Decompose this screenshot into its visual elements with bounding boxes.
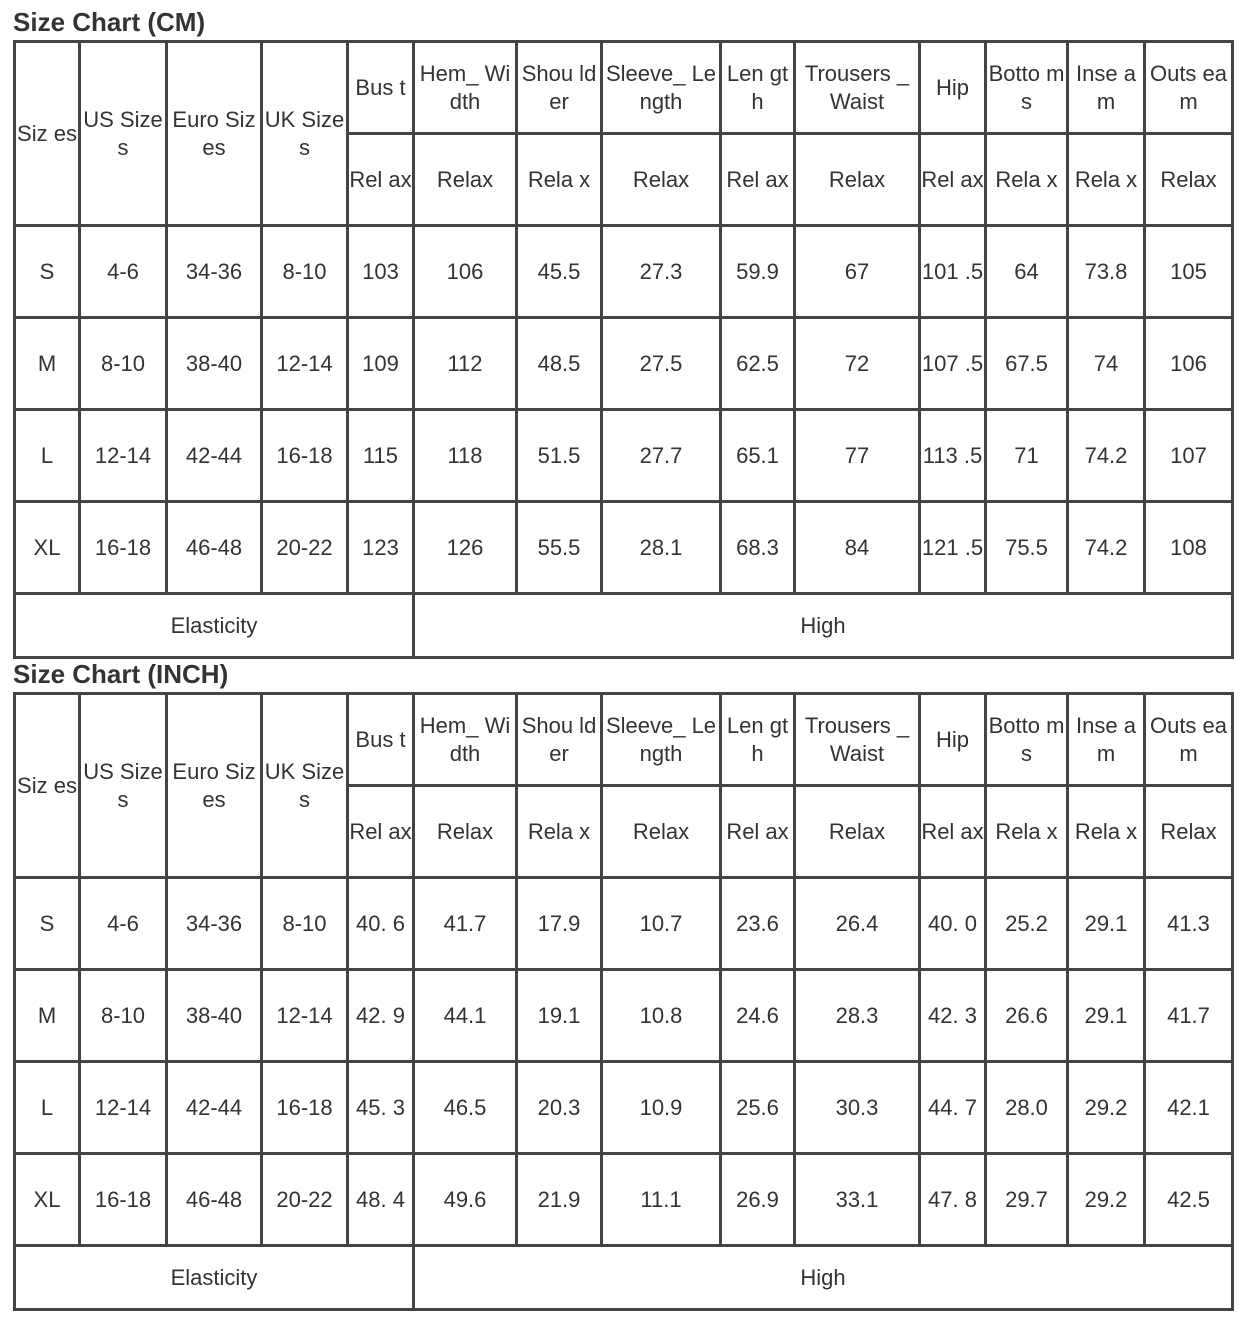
cm-table-row bbox=[16, 227, 1234, 319]
inch-fit-bottoms: Rela x bbox=[987, 787, 1069, 879]
cm-col-header-us: US Sizes bbox=[81, 43, 168, 227]
cm-col-header-hem-width: Hem_ Width bbox=[415, 43, 518, 135]
cm-cell-inseam: 74 bbox=[1069, 319, 1146, 411]
inch-table-row bbox=[16, 1063, 1234, 1155]
inch-cell-shoulder: 21.9 bbox=[518, 1155, 603, 1247]
inch-cell-uk: 20-22 bbox=[263, 1155, 349, 1247]
inch-cell-outseam: 42.1 bbox=[1146, 1063, 1234, 1155]
inch-cell-hip: 42. 3 bbox=[921, 971, 987, 1063]
cm-cell-length: 59.9 bbox=[722, 227, 796, 319]
cm-fit-shoulder: Rela x bbox=[518, 135, 603, 227]
cm-cell-us: 12-14 bbox=[81, 411, 168, 503]
inch-col-header-bottoms: Botto ms bbox=[987, 695, 1069, 787]
cm-table-row bbox=[16, 319, 1234, 411]
inch-fit-inseam: Rela x bbox=[1069, 787, 1146, 879]
inch-elasticity-value: High bbox=[415, 1247, 1234, 1311]
cm-cell-hip: 101 .5 bbox=[921, 227, 987, 319]
inch-cell-outseam: 41.3 bbox=[1146, 879, 1234, 971]
inch-cell-us: 4-6 bbox=[81, 879, 168, 971]
inch-col-header-outseam: Outs eam bbox=[1146, 695, 1234, 787]
cm-cell-uk: 20-22 bbox=[263, 503, 349, 595]
inch-col-header-bust: Bus t bbox=[349, 695, 415, 787]
inch-cell-inseam: 29.1 bbox=[1069, 879, 1146, 971]
inch-fit-length: Rel ax bbox=[722, 787, 796, 879]
inch-col-header-euro: Euro Sizes bbox=[168, 695, 263, 879]
inch-col-header-length: Len gth bbox=[722, 695, 796, 787]
cm-cell-length: 68.3 bbox=[722, 503, 796, 595]
inch-elasticity-row bbox=[16, 1247, 1234, 1311]
inch-cell-size: S bbox=[16, 879, 81, 971]
inch-cell-sleeve-length: 10.8 bbox=[603, 971, 722, 1063]
inch-cell-bust: 48. 4 bbox=[349, 1155, 415, 1247]
inch-cell-hip: 44. 7 bbox=[921, 1063, 987, 1155]
cm-cell-trousers-waist: 77 bbox=[796, 411, 921, 503]
inch-cell-inseam: 29.2 bbox=[1069, 1155, 1146, 1247]
inch-fit-sleeve-length: Relax bbox=[603, 787, 722, 879]
cm-col-header-sleeve-length: Sleeve_ Length bbox=[603, 43, 722, 135]
cm-cell-uk: 8-10 bbox=[263, 227, 349, 319]
inch-fit-bust: Rel ax bbox=[349, 787, 415, 879]
cm-col-header-euro: Euro Sizes bbox=[168, 43, 263, 227]
cm-cell-hip: 107 .5 bbox=[921, 319, 987, 411]
inch-col-header-trousers-waist: Trousers _Waist bbox=[796, 695, 921, 787]
cm-col-header-hip: Hip bbox=[921, 43, 987, 135]
cm-cell-bottoms: 67.5 bbox=[987, 319, 1069, 411]
cm-cell-trousers-waist: 72 bbox=[796, 319, 921, 411]
cm-fit-sleeve-length: Relax bbox=[603, 135, 722, 227]
cm-elasticity-value: High bbox=[415, 595, 1234, 659]
cm-fit-outseam: Relax bbox=[1146, 135, 1234, 227]
inch-cell-bust: 40. 6 bbox=[349, 879, 415, 971]
cm-cell-uk: 12-14 bbox=[263, 319, 349, 411]
cm-table-row bbox=[16, 411, 1234, 503]
inch-cell-uk: 8-10 bbox=[263, 879, 349, 971]
cm-cell-inseam: 74.2 bbox=[1069, 503, 1146, 595]
inch-cell-size: L bbox=[16, 1063, 81, 1155]
inch-col-header-shoulder: Shou lder bbox=[518, 695, 603, 787]
cm-fit-hem-width: Relax bbox=[415, 135, 518, 227]
inch-col-header-us: US Sizes bbox=[81, 695, 168, 879]
inch-cell-length: 26.9 bbox=[722, 1155, 796, 1247]
cm-cell-hem-width: 126 bbox=[415, 503, 518, 595]
cm-cell-shoulder: 48.5 bbox=[518, 319, 603, 411]
inch-cell-sleeve-length: 11.1 bbox=[603, 1155, 722, 1247]
cm-cell-length: 65.1 bbox=[722, 411, 796, 503]
cm-cell-shoulder: 55.5 bbox=[518, 503, 603, 595]
cm-cell-inseam: 73.8 bbox=[1069, 227, 1146, 319]
cm-table-row bbox=[16, 503, 1234, 595]
inch-cell-hem-width: 44.1 bbox=[415, 971, 518, 1063]
cm-cell-bust: 109 bbox=[349, 319, 415, 411]
inch-cell-length: 25.6 bbox=[722, 1063, 796, 1155]
cm-cell-euro: 46-48 bbox=[168, 503, 263, 595]
cm-cell-shoulder: 45.5 bbox=[518, 227, 603, 319]
inch-cell-trousers-waist: 26.4 bbox=[796, 879, 921, 971]
inch-cell-euro: 34-36 bbox=[168, 879, 263, 971]
cm-cell-euro: 34-36 bbox=[168, 227, 263, 319]
cm-cell-uk: 16-18 bbox=[263, 411, 349, 503]
cm-fit-inseam: Rela x bbox=[1069, 135, 1146, 227]
inch-cell-sleeve-length: 10.7 bbox=[603, 879, 722, 971]
cm-cell-bottoms: 75.5 bbox=[987, 503, 1069, 595]
inch-cell-hem-width: 41.7 bbox=[415, 879, 518, 971]
inch-cell-hip: 40. 0 bbox=[921, 879, 987, 971]
cm-cell-outseam: 107 bbox=[1146, 411, 1234, 503]
cm-header-row bbox=[16, 43, 1234, 135]
cm-cell-euro: 42-44 bbox=[168, 411, 263, 503]
inch-col-header-hem-width: Hem_ Width bbox=[415, 695, 518, 787]
inch-elasticity-label: Elasticity bbox=[16, 1247, 415, 1311]
cm-cell-size: S bbox=[16, 227, 81, 319]
inch-cell-bottoms: 28.0 bbox=[987, 1063, 1069, 1155]
inch-cell-length: 24.6 bbox=[722, 971, 796, 1063]
cm-cell-size: L bbox=[16, 411, 81, 503]
cm-cell-trousers-waist: 84 bbox=[796, 503, 921, 595]
cm-cell-us: 16-18 bbox=[81, 503, 168, 595]
inch-cell-euro: 38-40 bbox=[168, 971, 263, 1063]
inch-col-header-hip: Hip bbox=[921, 695, 987, 787]
size-chart-cm-title: Size Chart (CM) bbox=[13, 7, 206, 37]
inch-cell-shoulder: 17.9 bbox=[518, 879, 603, 971]
inch-cell-inseam: 29.2 bbox=[1069, 1063, 1146, 1155]
cm-cell-outseam: 105 bbox=[1146, 227, 1234, 319]
cm-fit-bottoms: Rela x bbox=[987, 135, 1069, 227]
inch-col-header-sleeve-length: Sleeve_ Length bbox=[603, 695, 722, 787]
inch-cell-bottoms: 26.6 bbox=[987, 971, 1069, 1063]
inch-fit-outseam: Relax bbox=[1146, 787, 1234, 879]
inch-table-row bbox=[16, 971, 1234, 1063]
cm-cell-hip: 121 .5 bbox=[921, 503, 987, 595]
cm-cell-sleeve-length: 27.3 bbox=[603, 227, 722, 319]
inch-header-row bbox=[16, 695, 1234, 787]
inch-cell-uk: 16-18 bbox=[263, 1063, 349, 1155]
cm-fit-trousers-waist: Relax bbox=[796, 135, 921, 227]
cm-cell-us: 8-10 bbox=[81, 319, 168, 411]
cm-cell-hem-width: 112 bbox=[415, 319, 518, 411]
cm-cell-trousers-waist: 67 bbox=[796, 227, 921, 319]
cm-col-header-length: Len gth bbox=[722, 43, 796, 135]
cm-cell-outseam: 108 bbox=[1146, 503, 1234, 595]
cm-elasticity-label: Elasticity bbox=[16, 595, 415, 659]
inch-cell-uk: 12-14 bbox=[263, 971, 349, 1063]
inch-cell-size: M bbox=[16, 971, 81, 1063]
inch-cell-hip: 47. 8 bbox=[921, 1155, 987, 1247]
cm-cell-outseam: 106 bbox=[1146, 319, 1234, 411]
inch-cell-length: 23.6 bbox=[722, 879, 796, 971]
inch-cell-hem-width: 49.6 bbox=[415, 1155, 518, 1247]
inch-col-header-uk: UK Sizes bbox=[263, 695, 349, 879]
inch-cell-euro: 46-48 bbox=[168, 1155, 263, 1247]
inch-fit-shoulder: Rela x bbox=[518, 787, 603, 879]
cm-cell-bottoms: 71 bbox=[987, 411, 1069, 503]
inch-cell-outseam: 42.5 bbox=[1146, 1155, 1234, 1247]
inch-fit-hip: Rel ax bbox=[921, 787, 987, 879]
cm-col-header-uk: UK Sizes bbox=[263, 43, 349, 227]
cm-col-header-bottoms: Botto ms bbox=[987, 43, 1069, 135]
cm-cell-hem-width: 118 bbox=[415, 411, 518, 503]
inch-cell-shoulder: 20.3 bbox=[518, 1063, 603, 1155]
cm-cell-bottoms: 64 bbox=[987, 227, 1069, 319]
cm-col-header-shoulder: Shou lder bbox=[518, 43, 603, 135]
cm-cell-size: XL bbox=[16, 503, 81, 595]
size-chart-inch-title: Size Chart (INCH) bbox=[13, 659, 229, 689]
inch-cell-hem-width: 46.5 bbox=[415, 1063, 518, 1155]
cm-cell-bust: 115 bbox=[349, 411, 415, 503]
inch-cell-bust: 42. 9 bbox=[349, 971, 415, 1063]
inch-cell-shoulder: 19.1 bbox=[518, 971, 603, 1063]
inch-cell-euro: 42-44 bbox=[168, 1063, 263, 1155]
inch-fit-trousers-waist: Relax bbox=[796, 787, 921, 879]
cm-cell-size: M bbox=[16, 319, 81, 411]
cm-fit-hip: Rel ax bbox=[921, 135, 987, 227]
inch-col-header-sizes: Siz es bbox=[16, 695, 81, 879]
inch-cell-us: 8-10 bbox=[81, 971, 168, 1063]
cm-cell-euro: 38-40 bbox=[168, 319, 263, 411]
inch-fit-hem-width: Relax bbox=[415, 787, 518, 879]
cm-cell-hem-width: 106 bbox=[415, 227, 518, 319]
inch-cell-sleeve-length: 10.9 bbox=[603, 1063, 722, 1155]
cm-cell-inseam: 74.2 bbox=[1069, 411, 1146, 503]
inch-cell-bottoms: 29.7 bbox=[987, 1155, 1069, 1247]
cm-col-header-bust: Bus t bbox=[349, 43, 415, 135]
cm-cell-sleeve-length: 28.1 bbox=[603, 503, 722, 595]
inch-cell-trousers-waist: 30.3 bbox=[796, 1063, 921, 1155]
cm-fit-bust: Rel ax bbox=[349, 135, 415, 227]
cm-fit-length: Rel ax bbox=[722, 135, 796, 227]
inch-cell-bottoms: 25.2 bbox=[987, 879, 1069, 971]
cm-col-header-trousers-waist: Trousers _Waist bbox=[796, 43, 921, 135]
cm-elasticity-row bbox=[16, 595, 1234, 659]
cm-cell-sleeve-length: 27.7 bbox=[603, 411, 722, 503]
cm-col-header-sizes: Siz es bbox=[16, 43, 81, 227]
inch-cell-trousers-waist: 28.3 bbox=[796, 971, 921, 1063]
inch-cell-trousers-waist: 33.1 bbox=[796, 1155, 921, 1247]
cm-cell-length: 62.5 bbox=[722, 319, 796, 411]
inch-table-row bbox=[16, 1155, 1234, 1247]
inch-cell-bust: 45. 3 bbox=[349, 1063, 415, 1155]
cm-cell-us: 4-6 bbox=[81, 227, 168, 319]
cm-col-header-outseam: Outs eam bbox=[1146, 43, 1234, 135]
cm-col-header-inseam: Inse am bbox=[1069, 43, 1146, 135]
inch-cell-outseam: 41.7 bbox=[1146, 971, 1234, 1063]
inch-table-row bbox=[16, 879, 1234, 971]
size-chart-inch-table bbox=[13, 692, 1234, 1311]
inch-col-header-inseam: Inse am bbox=[1069, 695, 1146, 787]
cm-cell-bust: 103 bbox=[349, 227, 415, 319]
inch-cell-size: XL bbox=[16, 1155, 81, 1247]
inch-cell-us: 16-18 bbox=[81, 1155, 168, 1247]
inch-cell-us: 12-14 bbox=[81, 1063, 168, 1155]
size-chart-cm-table bbox=[13, 40, 1234, 659]
cm-cell-hip: 113 .5 bbox=[921, 411, 987, 503]
cm-cell-bust: 123 bbox=[349, 503, 415, 595]
inch-cell-inseam: 29.1 bbox=[1069, 971, 1146, 1063]
cm-cell-shoulder: 51.5 bbox=[518, 411, 603, 503]
cm-cell-sleeve-length: 27.5 bbox=[603, 319, 722, 411]
